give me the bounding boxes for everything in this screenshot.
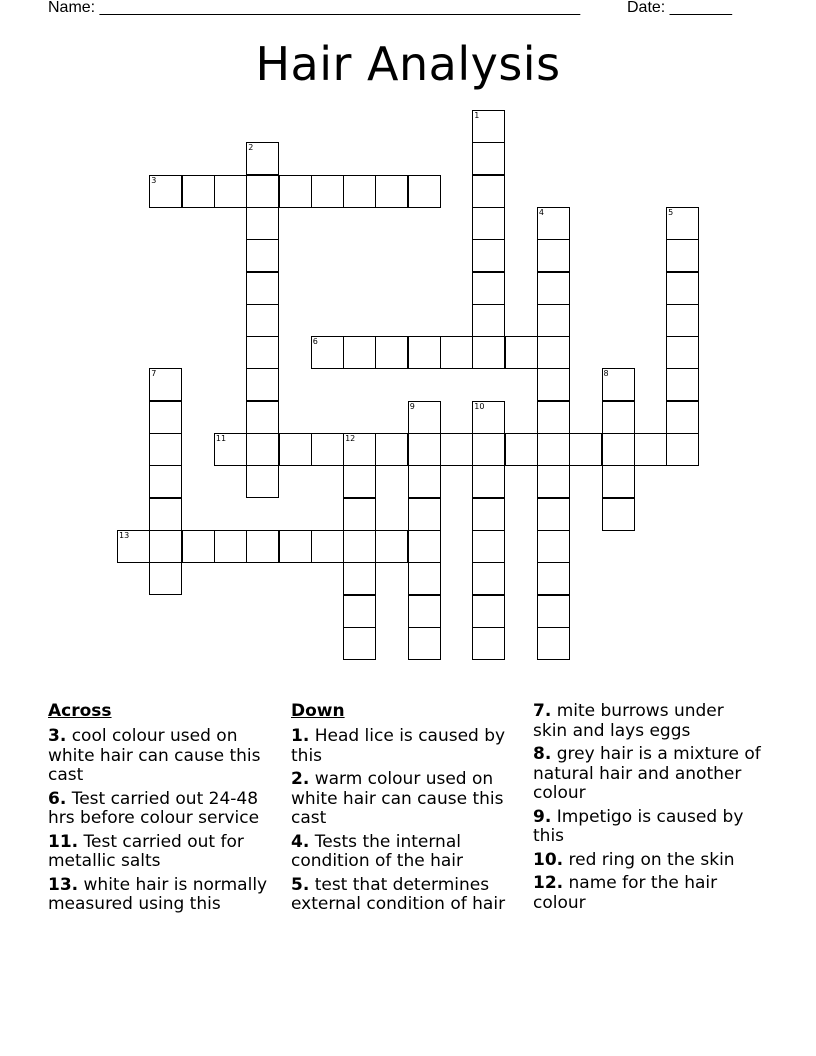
grid-cell[interactable] [505, 433, 538, 466]
clue-number: 11 [215, 434, 227, 443]
clue-number: 5 [668, 207, 674, 217]
grid-cell[interactable] [375, 336, 408, 369]
clue-number: 10 [474, 401, 485, 411]
grid-cell[interactable] [246, 272, 279, 305]
grid-cell[interactable] [440, 433, 473, 466]
grid-cell[interactable] [602, 368, 635, 401]
grid-cell[interactable] [279, 175, 312, 208]
grid-cell[interactable] [343, 465, 376, 498]
grid-cell[interactable] [246, 465, 279, 498]
grid-cell[interactable] [343, 530, 376, 563]
clue-number: 1 [474, 111, 480, 120]
grid-cell[interactable] [537, 336, 570, 369]
grid-cell[interactable] [472, 627, 505, 660]
grid-cell[interactable] [408, 433, 441, 466]
grid-cell[interactable] [182, 530, 215, 563]
grid-cell[interactable] [343, 433, 376, 466]
grid-cell[interactable] [214, 530, 247, 563]
clue-down-7: 7. mite burrows under skin and lays eggs [533, 701, 724, 741]
clue-number: 2 [248, 143, 254, 153]
grid-cell[interactable] [149, 465, 182, 498]
clue-down-9: 9. Impetigo is caused by this [533, 806, 744, 846]
grid-cell[interactable] [246, 207, 279, 240]
grid-cell[interactable] [472, 272, 505, 305]
grid-cell[interactable] [311, 530, 344, 563]
clue-number: 8 [603, 369, 609, 379]
grid-cell[interactable] [375, 433, 408, 466]
grid-cell[interactable] [472, 239, 505, 272]
grid-cell[interactable] [343, 627, 376, 660]
grid-cell[interactable] [246, 368, 279, 401]
grid-cell[interactable] [666, 239, 699, 272]
grid-cell[interactable] [537, 272, 570, 305]
down-clues-continued [533, 702, 763, 917]
across-clues [48, 701, 283, 919]
grid-cell[interactable] [666, 368, 699, 401]
grid-cell[interactable] [408, 562, 441, 595]
grid-cell[interactable] [666, 401, 699, 434]
across-heading: Across [48, 701, 112, 721]
grid-cell[interactable] [246, 336, 279, 369]
grid-cell[interactable] [311, 175, 344, 208]
grid-cell[interactable] [246, 175, 279, 208]
grid-cell[interactable] [246, 433, 279, 466]
grid-cell[interactable] [472, 142, 505, 175]
grid-cell[interactable] [149, 368, 182, 401]
down-clues [291, 701, 527, 919]
grid-cell[interactable] [666, 304, 699, 337]
grid-cell[interactable] [602, 465, 635, 498]
clue-number: 4 [538, 207, 544, 217]
clue-down-4: 4. Tests the internal condition of the hair [291, 831, 464, 871]
grid-cell[interactable] [375, 530, 408, 563]
grid-cell[interactable] [472, 110, 505, 143]
grid-cell[interactable] [537, 368, 570, 401]
grid-cell[interactable] [149, 530, 182, 563]
clue-number: 3 [151, 175, 157, 185]
grid-cell[interactable] [472, 401, 505, 434]
grid-cell[interactable] [472, 498, 505, 531]
grid-cell[interactable] [182, 175, 215, 208]
grid-cell[interactable] [343, 175, 376, 208]
grid-cell[interactable] [279, 530, 312, 563]
clue-across-11: 11. Test carried out for metallic salts [48, 831, 244, 871]
grid-cell[interactable] [472, 304, 505, 337]
grid-cell[interactable] [537, 627, 570, 660]
grid-cell[interactable] [117, 530, 150, 563]
grid-cell[interactable] [408, 336, 441, 369]
grid-cell[interactable] [537, 433, 570, 466]
grid-cell[interactable] [149, 175, 182, 208]
grid-cell[interactable] [343, 562, 376, 595]
grid-cell[interactable] [343, 336, 376, 369]
page-title: Hair Analysis [255, 37, 561, 91]
grid-cell[interactable] [666, 207, 699, 240]
grid-cell[interactable] [569, 433, 602, 466]
grid-cell[interactable] [408, 465, 441, 498]
grid-cell[interactable] [408, 175, 441, 208]
grid-cell[interactable] [537, 465, 570, 498]
clue-number: 6 [312, 337, 318, 347]
grid-cell[interactable] [246, 239, 279, 272]
clue-number: 9 [409, 401, 415, 411]
grid-cell[interactable] [343, 498, 376, 531]
grid-cell[interactable] [537, 595, 570, 628]
grid-cell[interactable] [537, 239, 570, 272]
date-field[interactable]: Date: _______ [627, 0, 732, 16]
grid-cell[interactable] [149, 433, 182, 466]
grid-cell[interactable] [343, 595, 376, 628]
grid-cell[interactable] [634, 433, 667, 466]
grid-cell[interactable] [537, 498, 570, 531]
clue-number: 12 [345, 434, 356, 443]
clue-down-10: 10. red ring on the skin [533, 849, 735, 870]
clue-across-13: 13. white hair is normally measured using this [48, 874, 268, 914]
grid-cell[interactable] [214, 175, 247, 208]
grid-cell[interactable] [149, 401, 182, 434]
grid-cell[interactable] [472, 207, 505, 240]
grid-cell[interactable] [602, 401, 635, 434]
grid-cell[interactable] [537, 401, 570, 434]
clue-across-3: 3. cool colour used on white hair can cause this cast [48, 726, 261, 785]
clue-down-1: 1. Head lice is caused by this [291, 726, 506, 766]
grid-cell[interactable] [472, 175, 505, 208]
grid-cell[interactable] [246, 530, 279, 563]
grid-cell[interactable] [246, 142, 279, 175]
grid-cell[interactable] [214, 433, 247, 466]
grid-cell[interactable] [602, 498, 635, 531]
clue-number: 7 [151, 369, 157, 379]
grid-cell[interactable] [505, 336, 538, 369]
clue-across-6: 6. Test carried out 24-48 hrs before colour service [48, 788, 260, 828]
grid-cell[interactable] [279, 433, 312, 466]
grid-cell[interactable] [149, 498, 182, 531]
down-heading: Down [291, 701, 345, 721]
grid-cell[interactable] [408, 627, 441, 660]
grid-cell[interactable] [149, 562, 182, 595]
grid-cell[interactable] [408, 498, 441, 531]
grid-cell[interactable] [472, 530, 505, 563]
grid-cell[interactable] [311, 336, 344, 369]
grid-cell[interactable] [472, 336, 505, 369]
grid-cell[interactable] [537, 530, 570, 563]
grid-cell[interactable] [246, 304, 279, 337]
grid-cell[interactable] [666, 336, 699, 369]
grid-cell[interactable] [408, 530, 441, 563]
grid-cell[interactable] [537, 207, 570, 240]
clue-down-5: 5. test that determines external condition of hair [291, 874, 506, 914]
grid-cell[interactable] [408, 401, 441, 434]
grid-cell[interactable] [602, 433, 635, 466]
grid-cell[interactable] [472, 595, 505, 628]
clue-down-8: 8. grey hair is a mixture of natural hair and another colour [533, 744, 761, 803]
grid-cell[interactable] [666, 433, 699, 466]
clue-down-12: 12. name for the hair colour [533, 873, 718, 913]
grid-cell[interactable] [375, 175, 408, 208]
grid-cell[interactable] [472, 433, 505, 466]
grid-cell[interactable] [408, 595, 441, 628]
grid-cell[interactable] [537, 304, 570, 337]
grid-cell[interactable] [472, 465, 505, 498]
grid-cell[interactable] [246, 401, 279, 434]
grid-cell[interactable] [440, 336, 473, 369]
clue-number: 13 [119, 530, 130, 540]
grid-cell[interactable] [537, 562, 570, 595]
grid-cell[interactable] [311, 433, 344, 466]
grid-cell[interactable] [472, 562, 505, 595]
name-field[interactable]: Name: ______________________________________________________ [48, 0, 581, 16]
clue-down-2: 2. warm colour used on white hair can cause this cast [291, 769, 504, 828]
grid-cell[interactable] [666, 272, 699, 305]
